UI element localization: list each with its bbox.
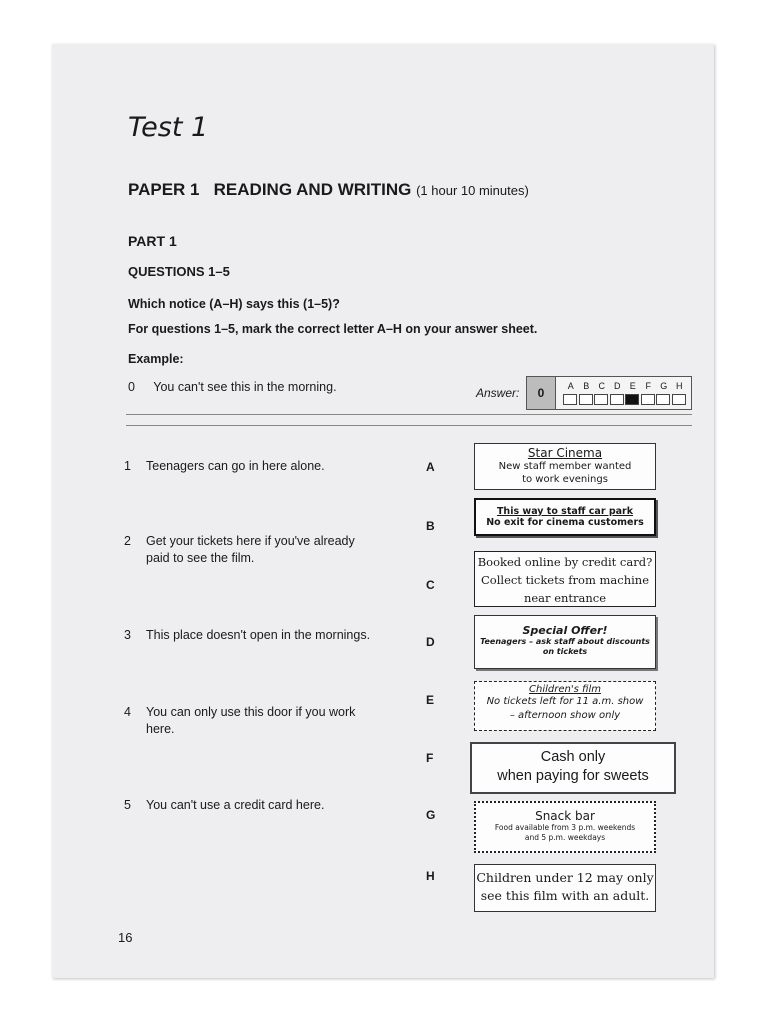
notice-line: on tickets <box>542 647 588 656</box>
question-number: 2 <box>124 534 131 548</box>
notice-letter-d: D <box>426 635 435 649</box>
notice-letter-b: B <box>426 519 435 533</box>
answer-letter: H <box>676 381 683 391</box>
notice-letter-f: F <box>426 751 434 765</box>
example-number: 0 <box>128 380 135 394</box>
question-5 <box>124 797 324 814</box>
answer-label: Answer: <box>476 386 520 400</box>
notice-h <box>474 864 656 912</box>
notice-line: to work evenings <box>522 474 608 485</box>
notice-a <box>474 443 656 490</box>
answer-letter: C <box>598 381 605 391</box>
notice-line: – afternoon show only <box>509 710 621 721</box>
example-text: You can't see this in the morning. <box>153 380 337 394</box>
question-text-line: You can only use this door if you work <box>146 705 356 719</box>
notice-line: Teenagers – ask staff about discounts <box>480 637 650 646</box>
notice-d <box>474 615 656 669</box>
notice-line: Booked online by credit card? <box>477 555 653 569</box>
answer-letter: B <box>583 381 590 391</box>
part-heading: PART 1 <box>128 233 177 249</box>
notice-b <box>474 498 656 536</box>
question-text <box>146 704 355 738</box>
answer-bubble-f[interactable] <box>641 394 655 405</box>
notice-letter-g: G <box>426 808 436 822</box>
answer-bubble-a[interactable] <box>563 394 577 405</box>
notice-line: No tickets left for 11 a.m. show <box>486 696 644 707</box>
notice-g <box>474 801 656 853</box>
notice-f <box>470 742 676 794</box>
question-text <box>146 533 355 567</box>
notice-line: see this film with an adult. <box>480 888 650 903</box>
instruction-line-2: For questions 1–5, mark the correct letter A–H on your answer sheet. <box>128 322 538 336</box>
example-label: Example: <box>128 352 184 366</box>
question-text: This place doesn't open in the mornings. <box>146 628 371 642</box>
notice-line: New staff member wanted <box>498 461 632 472</box>
question-2 <box>124 533 355 567</box>
notice-line: when paying for sweets <box>497 768 649 784</box>
notice-heading: Snack bar <box>535 809 595 823</box>
notice-heading: This way to staff car park <box>496 506 634 517</box>
notice-heading: Children's film <box>529 684 601 695</box>
notice-line: and 5 p.m. weekdays <box>524 833 606 842</box>
question-number: 4 <box>124 705 131 719</box>
notice-heading: Star Cinema <box>527 446 603 460</box>
question-text-line: paid to see the film. <box>146 551 255 565</box>
question-number: 3 <box>124 628 131 642</box>
example-answer-box <box>526 376 692 410</box>
answer-number: 0 <box>527 377 556 409</box>
answer-bubble-h[interactable] <box>672 394 686 405</box>
answer-letter: A <box>567 381 574 391</box>
question-text-line: here. <box>146 722 175 736</box>
notice-line: No exit for cinema customers <box>486 517 644 528</box>
notice-letter-h: H <box>426 869 435 883</box>
questions-range-heading: QUESTIONS 1–5 <box>128 264 230 279</box>
answer-bubble-b[interactable] <box>579 394 593 405</box>
notice-letter-e: E <box>426 693 435 707</box>
question-number: 1 <box>124 459 131 473</box>
notice-heading: Special Offer! <box>522 624 608 637</box>
example-question <box>128 380 337 394</box>
notice-letter-a: A <box>426 460 435 474</box>
notice-line: Cash only <box>540 749 606 765</box>
question-text-line: Get your tickets here if you've already <box>146 534 355 548</box>
question-text: Teenagers can go in here alone. <box>146 459 325 473</box>
answer-bubble-g[interactable] <box>656 394 670 405</box>
answer-bubble-e[interactable] <box>625 394 639 405</box>
test-title: Test 1 <box>128 112 209 143</box>
answer-letters <box>563 381 687 391</box>
answer-bubble-c[interactable] <box>594 394 608 405</box>
answer-letter: F <box>645 381 651 391</box>
notice-e <box>474 681 656 731</box>
notice-line: Children under 12 may only <box>476 870 654 885</box>
instruction-line-1: Which notice (A–H) says this (1–5)? <box>128 297 340 311</box>
page-number: 16 <box>118 930 133 945</box>
notice-line: Food available from 3 p.m. weekends <box>494 823 636 832</box>
question-4 <box>124 704 355 738</box>
question-3 <box>124 627 370 644</box>
notice-line: near entrance <box>523 591 607 605</box>
question-number: 5 <box>124 798 131 812</box>
notice-c <box>474 551 656 607</box>
answer-bubble-d[interactable] <box>610 394 624 405</box>
paper-title: PAPER 1 READING AND WRITING <box>128 180 412 199</box>
answer-bubbles <box>563 394 687 412</box>
divider <box>126 414 692 415</box>
question-text: You can't use a credit card here. <box>146 798 325 812</box>
notice-line: Collect tickets from machine <box>480 573 650 587</box>
paper-duration: (1 hour 10 minutes) <box>416 183 529 198</box>
answer-letter: D <box>614 381 621 391</box>
answer-letter: G <box>660 381 668 391</box>
divider <box>126 425 692 426</box>
answer-letter: E <box>629 381 636 391</box>
question-1 <box>124 458 325 475</box>
notice-letter-c: C <box>426 578 435 592</box>
paper-heading <box>128 180 529 200</box>
